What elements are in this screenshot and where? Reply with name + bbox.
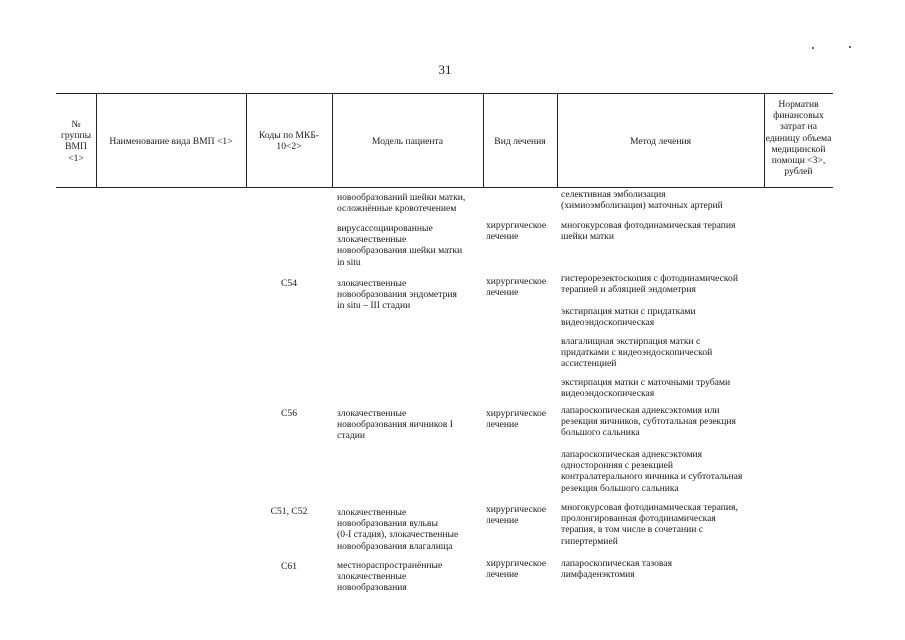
patient-model-cell: злокачественные новообразования яичников I стадии [337, 408, 453, 442]
header-vmp-name: Наименование вида ВМП <1> [109, 136, 233, 147]
page-number: 31 [438, 62, 452, 77]
treatment-method-cell: гистерорезектоскопия с фотодинамической терапией и абляцией эндометрия [561, 273, 738, 296]
scan-mark [849, 46, 851, 48]
treatment-type-cell: хирургическое лечение [486, 408, 547, 431]
treatment-method-cell: многокурсовая фотодинамическая терапия, пролонгированная фотодинамическая терапия, в том числе в сочетании с гипертермией [561, 502, 738, 547]
treatment-method-cell: многокурсовая фотодинамическая терапия шейки матки [561, 220, 736, 243]
icd-code-cell: C54 [281, 278, 297, 289]
header-treatment-type: Вид лечения [494, 136, 546, 147]
header-group-number: № группы ВМП <1> [60, 119, 92, 164]
patient-model-cell: злокачественные новообразования вульвы (0-I стадия), злокачественные новообразования влагалища [337, 507, 459, 552]
treatment-method-cell: лапароскопическая аднексэктомия или резекция яичников, субтотальная резекция большого сальника [561, 405, 736, 439]
treatment-type-cell: хирургическое лечение [486, 504, 547, 527]
patient-model-cell: новообразований шейки матки, осложнённые кровотечением [337, 192, 466, 215]
treatment-method-cell: влагалищная экстирпация матки с придатками с видеоэндоскопической ассистенцией [561, 336, 713, 370]
treatment-method-cell: лапароскопическая тазовая лимфаденэктомия [561, 558, 672, 581]
patient-model-cell: местнораспространённые злокачественные новообразования [337, 560, 443, 594]
treatment-method-cell: экстирпация матки с маточными трубами видеоэндоскопическая [561, 377, 731, 400]
treatment-method-cell: лапароскопическая аднексэктомия односторонняя с резекцией контралатерального яичника и субтотальная резекция большого сальника [561, 449, 743, 494]
icd-code-cell: C61 [281, 561, 297, 572]
icd-code-cell: C56 [281, 408, 297, 419]
header-bottom-rule [56, 187, 833, 188]
header-icd-codes: Коды по МКБ- 10<2> [258, 130, 320, 153]
treatment-method-cell: селективная эмболизация (химиоэмболизация) маточных артерий [561, 189, 723, 212]
header-treatment-method: Метод лечения [629, 136, 692, 147]
scan-mark [812, 47, 814, 49]
header-cost-norm: Норматив финансовых затрат на единицу объема медицинской помощи <3>, рублей [765, 99, 832, 178]
header-top-rule [56, 93, 833, 94]
treatment-method-cell: экстирпация матки с придатками видеоэндоскопическая [561, 306, 696, 329]
icd-code-cell: C51, C52 [270, 506, 308, 517]
header-patient-model: Модель пациента [371, 136, 444, 147]
treatment-type-cell: хирургическое лечение [486, 220, 547, 243]
patient-model-cell: злокачественные новообразования эндометрия in situ – III стадии [337, 278, 457, 312]
treatment-type-cell: хирургическое лечение [486, 276, 547, 299]
patient-model-cell: вирусассоциированные злокачественные новообразования шейки матки in situ [337, 223, 463, 268]
treatment-type-cell: хирургическое лечение [486, 558, 547, 581]
